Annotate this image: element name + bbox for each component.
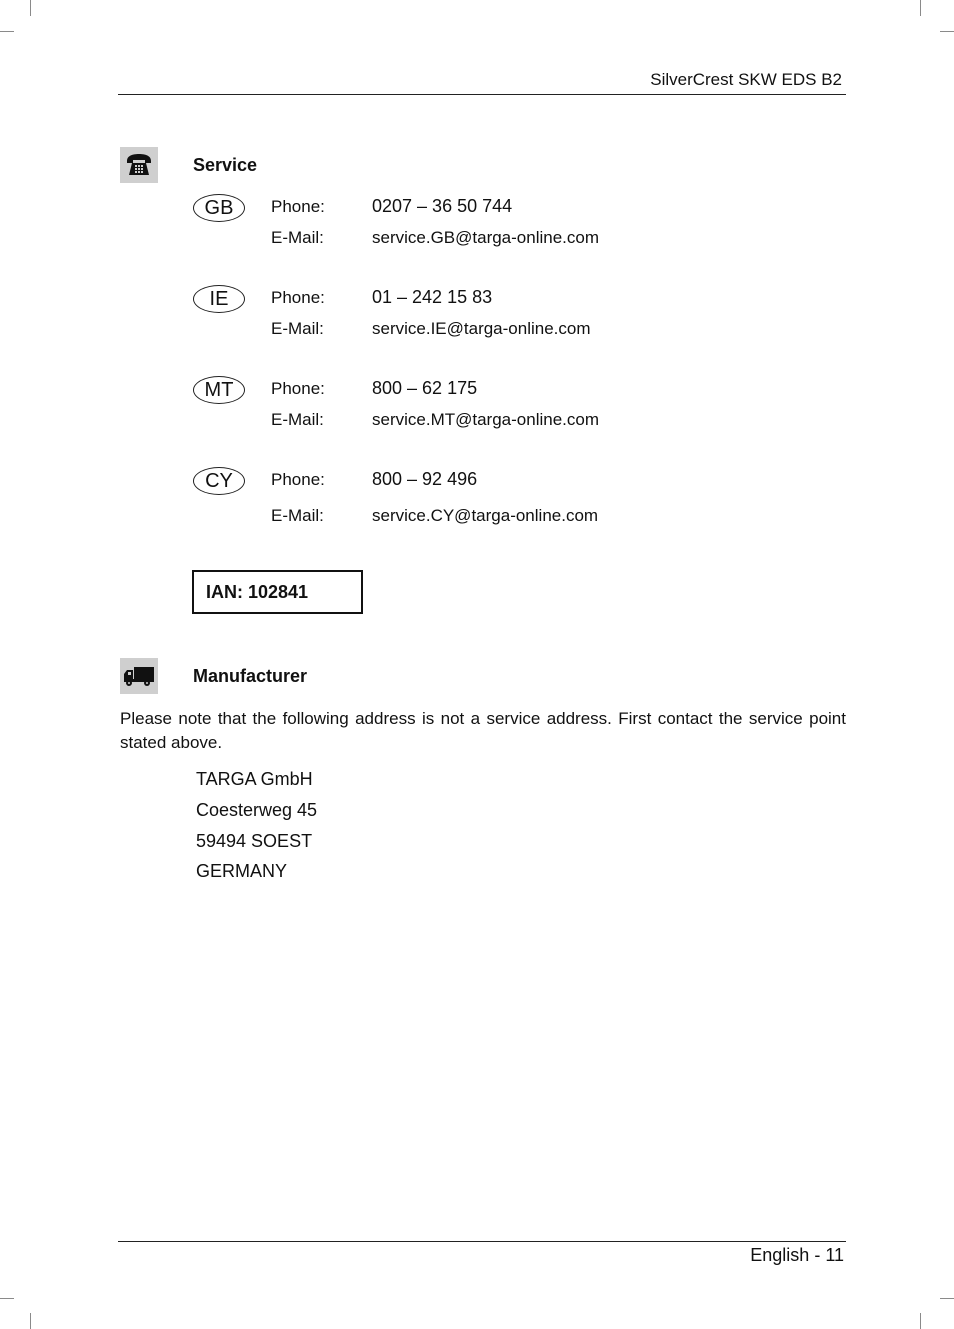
service-heading: Service xyxy=(193,155,258,175)
address-line: GERMANY xyxy=(196,861,288,881)
crop-mark xyxy=(30,1313,31,1329)
header-title: SilverCrest SKW EDS B2 xyxy=(650,70,842,89)
phone-label: Phone: xyxy=(271,197,325,216)
email-mt: service.MT@targa-online.com xyxy=(372,410,599,429)
email-label: E-Mail: xyxy=(271,319,324,338)
crop-mark xyxy=(0,31,14,32)
manufacturer-heading: Manufacturer xyxy=(193,666,308,686)
email-label: E-Mail: xyxy=(271,410,324,429)
phone-number-cy: 800 – 92 496 xyxy=(372,469,478,489)
address-line: 59494 SOEST xyxy=(196,831,313,851)
email-gb: service.GB@targa-online.com xyxy=(372,228,600,247)
email-label: E-Mail: xyxy=(271,506,324,525)
header-rule xyxy=(118,94,846,95)
crop-mark xyxy=(920,0,921,16)
email-ie: service.IE@targa-online.com xyxy=(372,319,591,338)
crop-mark xyxy=(0,1298,14,1299)
phone-label: Phone: xyxy=(271,288,325,307)
page-number: English - 11 xyxy=(750,1245,844,1265)
manufacturer-note: Please note that the following address is not a service address. First contact the service point stated above. xyxy=(120,709,846,752)
country-badge-ie: IE xyxy=(193,285,245,313)
country-badge-cy: CY xyxy=(193,467,245,495)
address-line: TARGA GmbH xyxy=(196,769,313,789)
phone-label: Phone: xyxy=(271,470,325,489)
country-badge-mt: MT xyxy=(193,376,245,404)
address-line: Coesterweg 45 xyxy=(196,800,318,820)
email-label: E-Mail: xyxy=(271,228,324,247)
footer-rule xyxy=(118,1241,846,1242)
truck-icon xyxy=(120,658,158,694)
email-cy: service.CY@targa-online.com xyxy=(372,506,599,525)
phone-number-gb: 0207 – 36 50 744 xyxy=(372,196,513,216)
phone-label: Phone: xyxy=(271,379,325,398)
country-badge-gb: GB xyxy=(193,194,245,222)
phone-number-mt: 800 – 62 175 xyxy=(372,378,478,398)
ian-number: IAN: 102841 xyxy=(206,582,309,602)
phone-number-ie: 01 – 242 15 83 xyxy=(372,287,493,307)
crop-mark xyxy=(940,1298,954,1299)
telephone-icon xyxy=(120,147,158,183)
crop-mark xyxy=(30,0,31,16)
crop-mark xyxy=(940,31,954,32)
ian-box xyxy=(192,570,363,614)
crop-mark xyxy=(920,1313,921,1329)
